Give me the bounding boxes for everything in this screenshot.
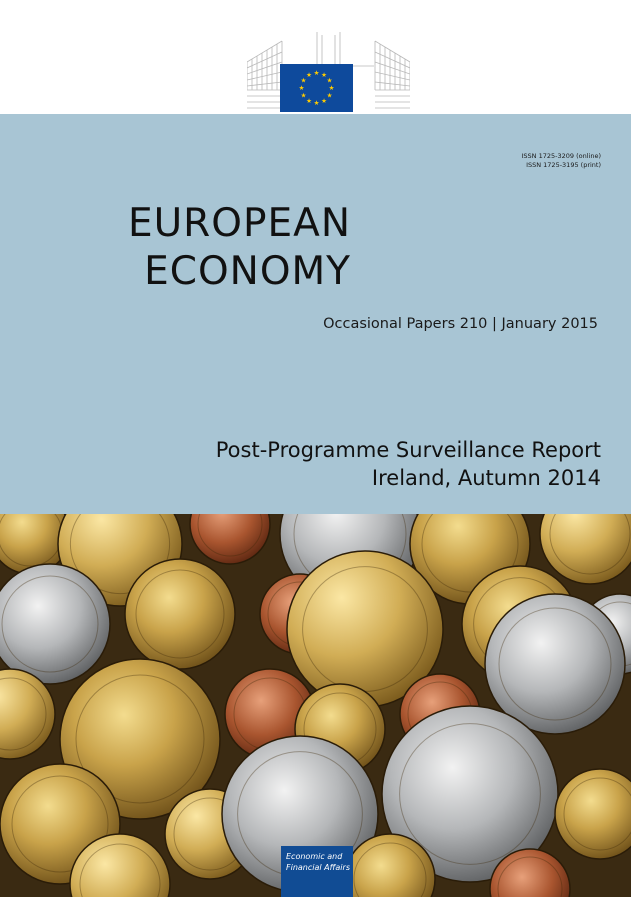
- title-line1: EUROPEAN: [128, 201, 351, 246]
- title-line2: ECONOMY: [144, 249, 351, 294]
- eu-star-icon: ★: [313, 99, 320, 108]
- eu-star-icon: ★: [300, 91, 307, 100]
- eu-star-icon: ★: [326, 76, 333, 85]
- euro-coins-photo: [0, 514, 631, 897]
- eu-star-icon: ★: [313, 69, 320, 78]
- series-info: Occasional Papers 210 | January 2015: [323, 316, 598, 332]
- report-title-line1: Post-Programme Surveillance Report: [215, 438, 601, 462]
- coin: [125, 559, 235, 669]
- eu-star-icon: ★: [321, 71, 327, 80]
- eu-star-icon: ★: [306, 97, 312, 106]
- eu-star-icon: ★: [306, 71, 312, 80]
- publication-title: [0, 200, 351, 296]
- dg-ecfin-box: [281, 846, 353, 897]
- eu-star-icon: ★: [328, 84, 335, 93]
- dg-box-line1: Economic and: [286, 852, 343, 861]
- issn-online: ISSN 1725-3209 (online): [521, 152, 601, 160]
- coin: [0, 564, 110, 684]
- report-title-line2: Ireland, Autumn 2014: [371, 466, 601, 490]
- eu-star-icon: ★: [300, 76, 307, 85]
- eu-star-icon: ★: [321, 97, 327, 106]
- dg-box-line2: Financial Affairs: [286, 863, 350, 872]
- issn-print: ISSN 1725-3195 (print): [526, 161, 601, 169]
- eu-star-icon: ★: [298, 84, 305, 93]
- eu-star-icon: ★: [326, 91, 333, 100]
- issn-block: [522, 152, 602, 170]
- report-title: [216, 436, 601, 492]
